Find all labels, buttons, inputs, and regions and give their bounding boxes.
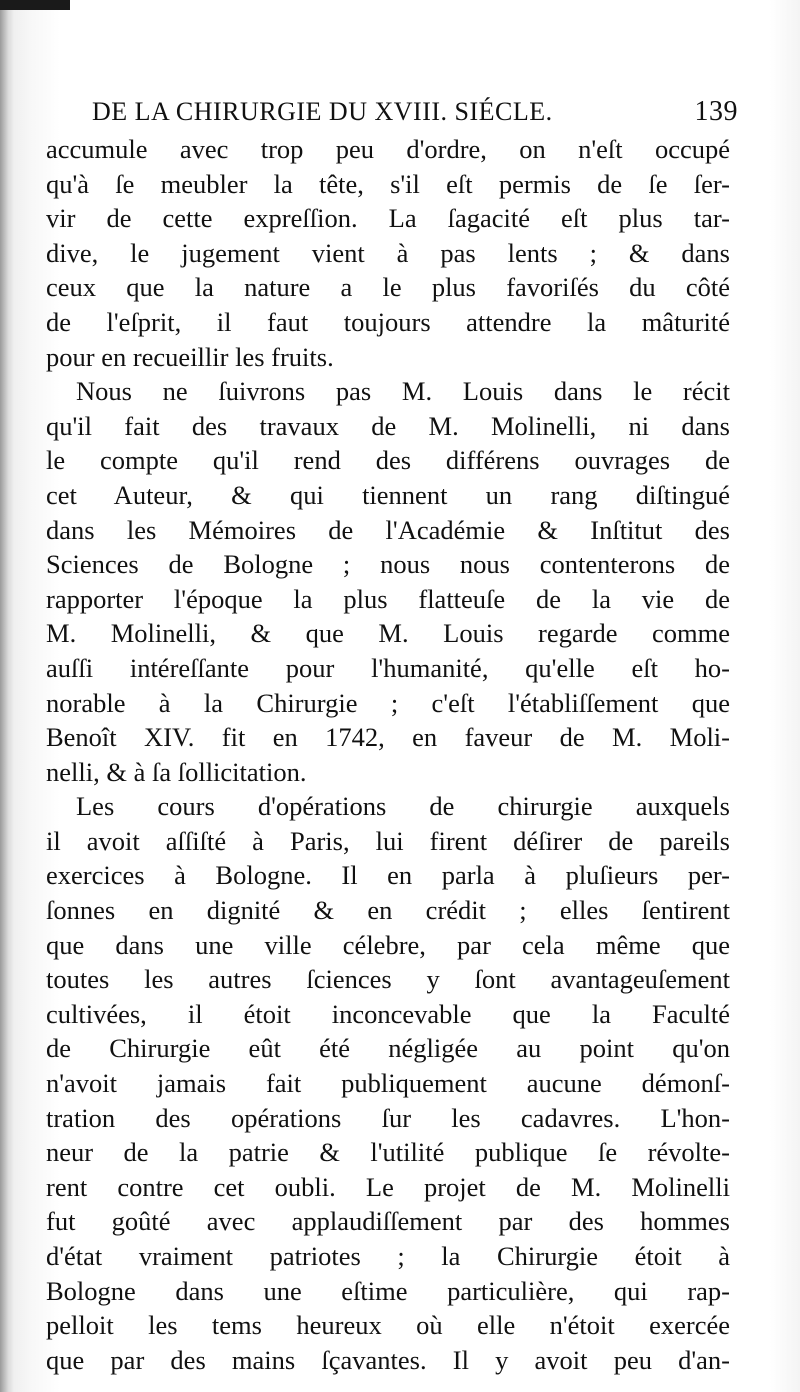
body-text (46, 132, 730, 1377)
text-line: M. Molinelli, & que M. Louis regarde comme (46, 618, 730, 649)
text-line: norable à la Chirurgie ; c'eſt l'établiſſement que (46, 687, 730, 718)
text-line: Nous ne ſuivrons pas M. Louis dans le récit (76, 376, 730, 407)
text-line: nelli, & à ſa ſollicitation. (46, 756, 307, 787)
text-line: exercices à Bologne. Il en parla à pluſieurs per- (46, 860, 730, 891)
running-header (92, 96, 738, 128)
text-line: Bologne dans une eſtime particulière, qui rap- (46, 1275, 730, 1306)
text-line: il avoit aſſiſté à Paris, lui firent déſirer de pareils (46, 825, 730, 856)
text-line: cet Auteur, & qui tiennent un rang diſtingué (46, 479, 730, 510)
text-line: dans les Mémoires de l'Académie & Inſtitut des (46, 514, 730, 545)
text-line: neur de la patrie & l'utilité publique ſe révolte- (46, 1137, 730, 1168)
text-line: que dans une ville célebre, par cela même que (46, 929, 730, 960)
text-line: qu'il fait des travaux de M. Molinelli, ni dans (46, 410, 730, 441)
running-title: DE LA CHIRURGIE DU XVIII. SIÉCLE. (92, 97, 553, 126)
text-line: Benoît XIV. fit en 1742, en faveur de M. Moli- (46, 722, 730, 753)
text-line: vir de cette expreſſion. La ſagacité eſt plus tar- (46, 203, 730, 234)
text-line: rent contre cet oubli. Le projet de M. Molinelli (46, 1171, 730, 1202)
text-line: toutes les autres ſciences y ſont avantageuſement (46, 964, 730, 995)
text-line: ceux que la nature a le plus favoriſés du côté (46, 272, 730, 303)
text-line: pour en recueillir les fruits. (46, 341, 334, 372)
text-line: n'avoit jamais fait publiquement aucune démonſ- (46, 1068, 730, 1099)
text-line: qu'à ſe meubler la tête, s'il eſt permis de ſe ſer- (46, 168, 730, 199)
text-line: accumule avec trop peu d'ordre, on n'eſt occupé (46, 134, 730, 164)
text-line: pelloit les tems heureux où elle n'étoit exercée (46, 1310, 730, 1341)
text-line: de l'eſprit, il faut toujours attendre la mâturité (46, 306, 730, 337)
text-line: d'état vraiment patriotes ; la Chirurgie étoit à (46, 1241, 730, 1271)
scan-corner-mark (0, 0, 70, 10)
text-line: dive, le jugement vient à pas lents ; & dans (46, 237, 730, 268)
text-line: de Chirurgie eût été négligée au point qu'on (46, 1033, 730, 1064)
text-line: cultivées, il étoit inconcevable que la Faculté (46, 998, 730, 1029)
text-line: Les cours d'opérations de chirurgie auxquels (76, 791, 730, 822)
page-gutter-shadow (0, 0, 14, 1392)
text-line: Sciences de Bologne ; nous nous contenterons de (46, 549, 730, 580)
text-line: rapporter l'époque la plus flatteuſe de la vie de (46, 583, 730, 614)
page-number: 139 (694, 96, 738, 127)
text-line: fut goûté avec applaudiſſement par des hommes (46, 1206, 730, 1237)
text-line: le compte qu'il rend des différens ouvrages de (46, 445, 730, 476)
text-line: ſonnes en dignité & en crédit ; elles ſentirent (46, 895, 730, 926)
text-line: auſſi intéreſſante pour l'humanité, qu'elle eſt ho- (46, 652, 730, 683)
text-line: tration des opérations ſur les cadavres. L'hon- (46, 1102, 730, 1133)
text-line: que par des mains ſçavantes. Il y avoit peu d'an- (46, 1344, 730, 1375)
